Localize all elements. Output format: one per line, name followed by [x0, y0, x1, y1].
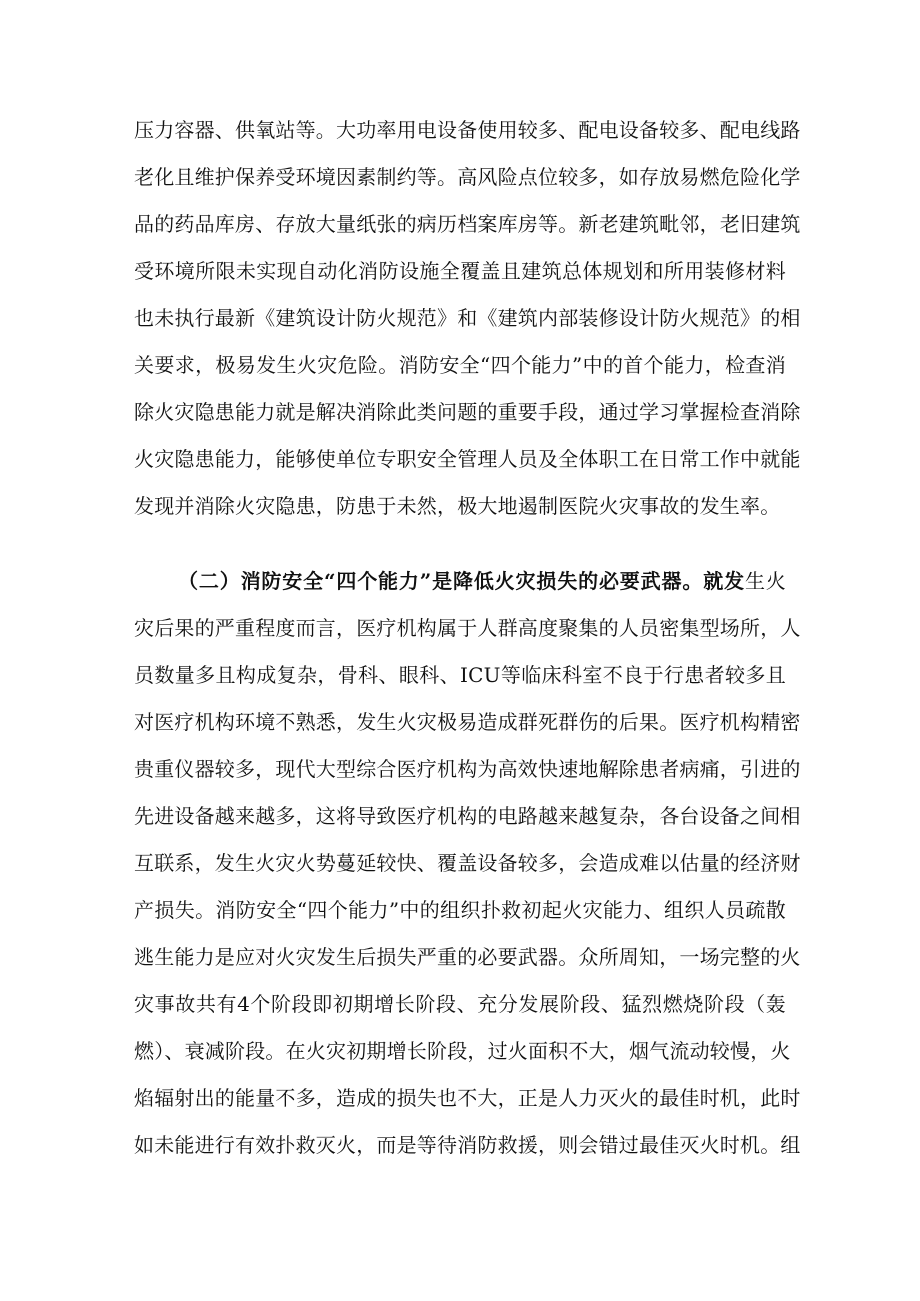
paragraph-line: 焰辐射出的能量不多，造成的损失也不大，正是人力灭火的最佳时机，此时 [134, 1086, 801, 1110]
paragraph-line: 对医疗机构环境不熟悉，发生火灾极易造成群死群伤的后果。医疗机构精密 [134, 710, 801, 734]
paragraph-line: 互联系，发生火灾火势蔓延较快、覆盖设备较多，会造成难以估量的经济财 [134, 851, 801, 875]
paragraph-line: 灾后果的严重程度而言，医疗机构属于人群高度聚集的人员密集型场所，人 [134, 616, 801, 640]
paragraph-line: 受环境所限未实现自动化消防设施全覆盖且建筑总体规划和所用装修材料 [134, 259, 786, 283]
paragraph-line: 关要求，极易发生火灾危险。消防安全“四个能力”中的首个能力，检查消 [134, 353, 786, 377]
paragraph-line: 产损失。消防安全“四个能力”中的组织扑救初起火灾能力、组织人员疏散 [134, 898, 786, 922]
paragraph-line: 如未能进行有效扑救灭火，而是等待消防救援，则会错过最佳灭火时机。组 [134, 1133, 801, 1157]
paragraph-line: 员数量多且构成复杂，骨科、眼科、ICU等临床科室不良于行患者较多且 [134, 663, 786, 687]
paragraph-line: 除火灾隐患能力就是解决消除此类问题的重要手段，通过学习掌握检查消除 [134, 400, 801, 424]
section-heading-line [178, 567, 786, 595]
paragraph-line: 逃生能力是应对火灾发生后损失严重的必要武器。众所周知，一场完整的火 [134, 945, 801, 969]
paragraph-line: 灾事故共有4个阶段即初期增长阶段、充分发展阶段、猛烈燃烧阶段（轰 [134, 992, 786, 1016]
paragraph-line: 压力容器、供氧站等。大功率用电设备使用较多、配电设备较多、配电线路 [134, 118, 801, 142]
paragraph-line: 也未执行最新《建筑设计防火规范》和《建筑内部装修设计防火规范》的相 [134, 306, 801, 330]
paragraph-line: 燃）、衰减阶段。在火灾初期增长阶段，过火面积不大，烟气流动较慢，火 [134, 1039, 791, 1063]
paragraph-line: 火灾隐患能力，能够使单位专职安全管理人员及全体职工在日常工作中就能 [134, 447, 801, 471]
paragraph-line: 先进设备越来越多，这将导致医疗机构的电路越来越复杂，各台设备之间相 [134, 804, 801, 828]
paragraph-line: 品的药品库房、存放大量纸张的病历档案库房等。新老建筑毗邻，老旧建筑 [134, 212, 801, 236]
paragraph-line: 发现并消除火灾隐患，防患于未然，极大地遏制医院火灾事故的发生率。 [134, 494, 781, 518]
section-heading: （二）消防安全“四个能力”是降低火灾损失的必要武器。就发 [178, 569, 745, 593]
heading-continuation: 生火 [744, 569, 786, 593]
paragraph-line: 贵重仪器较多，现代大型综合医疗机构为高效快速地解除患者病痛，引进的 [134, 757, 801, 781]
paragraph-line: 老化且维护保养受环境因素制约等。高风险点位较多，如存放易燃危险化学 [134, 165, 801, 189]
